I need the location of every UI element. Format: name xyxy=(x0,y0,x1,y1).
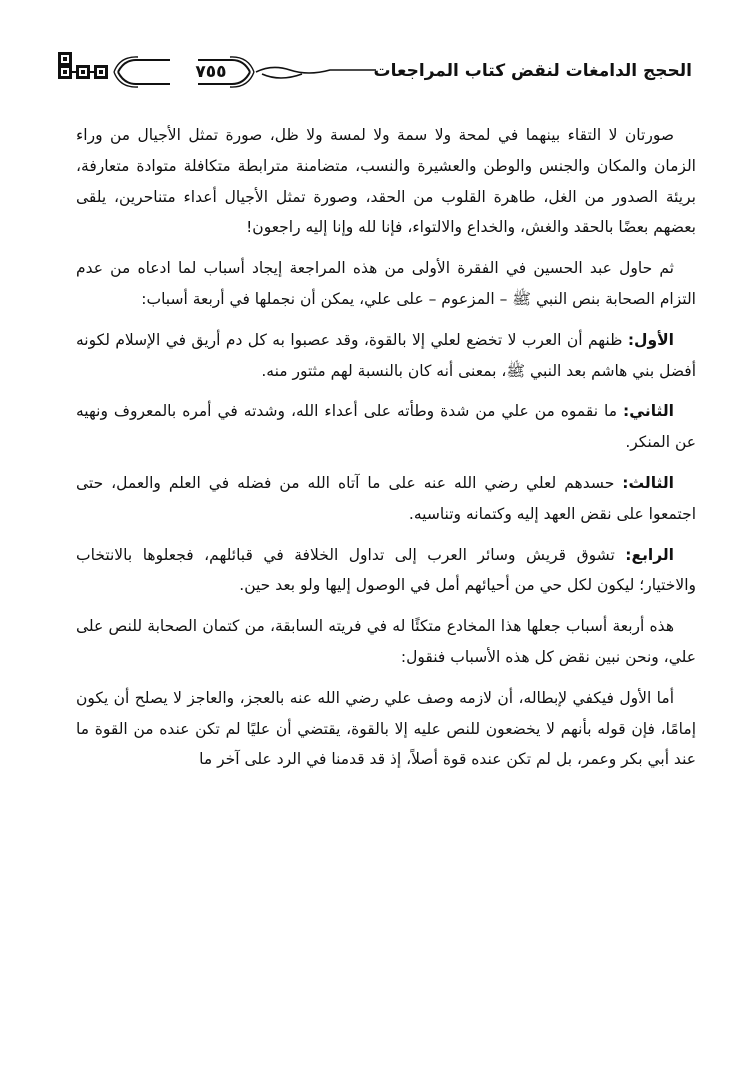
paragraph xyxy=(76,120,696,243)
reason-paragraph-first xyxy=(76,325,696,387)
paragraph-text: ظنهم أن العرب لا تخضع لعلي إلا بالقوة، وقد عصبوا به كل دم أريق في الإسلام لكونه أفضل بني هاشم بعد النبي ﷺ، بمعنى أنه كان بالنسبة لهم مثتور منه. xyxy=(76,330,696,380)
paragraph-text: أما الأول فيكفي لإبطاله، أن لازمه وصف علي رضي الله عنه بالعجز، والعاجز لا يصلح أن يكون إمامًا، فإن قوله بأنهم لا يخضعون للنص عليه إلا بالقوة، يقتضي أن عليًا لم تكن عنده من القوة ما عند أبي بكر وعمر، بل لم تكن عنده قوة أصلاً، إذ قد قدمنا في الرد على آخر ما xyxy=(76,688,696,769)
running-title: الحجج الدامغات لنقض كتاب المراجعات xyxy=(373,61,692,81)
page-header xyxy=(58,52,712,92)
reason-label: الرابع: xyxy=(625,545,674,564)
paragraph xyxy=(76,253,696,315)
reason-label: الثالث: xyxy=(622,473,674,492)
left-knot-ornament xyxy=(58,65,108,79)
paragraph xyxy=(76,611,696,673)
paragraph xyxy=(76,683,696,775)
paragraph-text: حسدهم لعلي رضي الله عنه على ما آتاه الله من فضله في العلم والعمل، حتى اجتمعوا على نقض العهد إليه وكتمانه وتناسيه. xyxy=(76,473,696,523)
reason-paragraph-fourth xyxy=(76,540,696,602)
paragraph-text: هذه أربعة أسباب جعلها هذا المخادع متكئًا له في فريته السابقة، من كتمان الصحابة للنص على علي، ونحن نبين نقض كل هذه الأسباب فنقول: xyxy=(76,617,696,666)
page-number: ٧٥٥ xyxy=(195,62,227,82)
paragraph-text: ثم حاول عبد الحسين في الفقرة الأولى من هذه المراجعة إيجاد أسباب لما ادعاه من عدم التزام الصحابة بنص النبي ﷺ – المزعوم – على علي، يمكن أن نجملها في أربعة أسباب: xyxy=(76,259,696,308)
paragraph-text: تشوق قريش وسائر العرب إلى تداول الخلافة في قبائلهم، فجعلوها بالانتخاب والاختيار؛ ليكون لكل حي من أحيائهم أمل في الوصول إليها ولو بعد حين. xyxy=(76,545,696,595)
page-body xyxy=(76,120,696,785)
reason-paragraph-second xyxy=(76,396,696,458)
title-ornament-icon xyxy=(58,52,72,66)
reason-paragraph-third xyxy=(76,468,696,530)
reason-label: الأول: xyxy=(627,330,674,349)
paragraph-text: صورتان لا التقاء بينهما في لمحة ولا سمة ولا لمسة ولا ظل، صورة تمثل الأجيال من وراء الزمان والمكان والجنس والوطن والعشيرة والنسب، متضامنة مترابطة متكافلة متوادة متعارفة، بريئة الصدور من الغل، طاهرة القلوب من الحقد، وصورة تمثل الأجيال أعداء متناحرين، يلقى بعضهم بعضًا بالحقد والغش، والخداع والالتواء، فإنا لله وإنا إليه راجعون! xyxy=(76,126,696,237)
paragraph-text: ما نقموه من علي من شدة وطأته على أعداء الله، وشدته في أمره بالمعروف ونهيه عن المنكر. xyxy=(76,402,696,452)
reason-label: الثاني: xyxy=(623,402,674,421)
